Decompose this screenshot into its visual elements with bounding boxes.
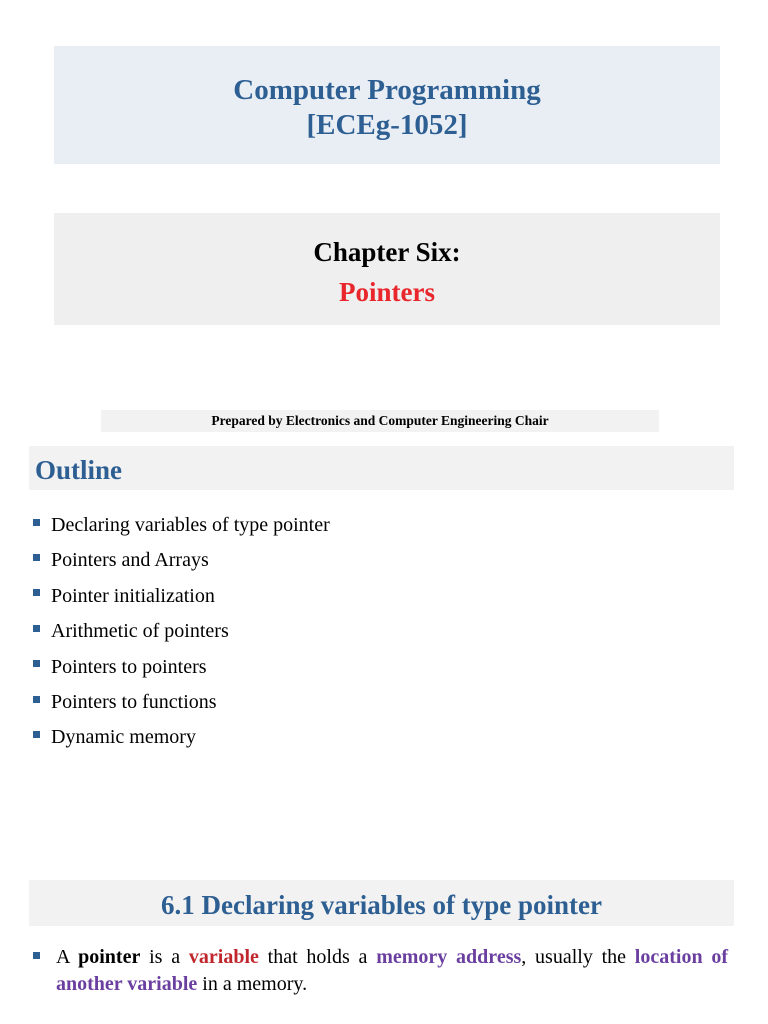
chapter-name: Pointers (339, 277, 435, 307)
outline-item (33, 543, 330, 578)
outline-item (33, 650, 330, 685)
course-code: [ECEg-1052] (306, 109, 468, 141)
text-run: A (56, 946, 79, 968)
keyword-location: location of another variable (56, 946, 729, 995)
outline-heading: Outline (29, 446, 734, 490)
square-bullet-icon (33, 625, 40, 632)
keyword-memory-address: memory address (376, 946, 522, 968)
outline-item (33, 508, 330, 543)
keyword-variable: variable (188, 946, 259, 968)
text-run: is a (140, 946, 189, 968)
course-title-box (54, 46, 720, 164)
outline-item-label: Dynamic memory (51, 726, 196, 749)
definition-paragraph (33, 944, 728, 998)
square-bullet-icon (33, 589, 40, 596)
outline-item (33, 685, 330, 720)
chapter-label: Chapter Six: (313, 237, 461, 267)
outline-list (33, 508, 330, 756)
square-bullet-icon (33, 660, 40, 667)
outline-item-label: Pointers and Arrays (51, 549, 209, 572)
outline-item-label: Declaring variables of type pointer (51, 514, 330, 536)
prepared-by-banner: Prepared by Electronics and Computer Engineering Chair (101, 410, 659, 432)
text-run: in a memory. (197, 973, 308, 995)
text-run: , usually the (521, 946, 635, 968)
square-bullet-icon (33, 952, 40, 959)
text-run: that holds a (258, 946, 377, 968)
outline-item-label: Pointers to functions (51, 690, 217, 713)
square-bullet-icon (33, 519, 40, 526)
outline-item (33, 720, 330, 755)
section-heading: 6.1 Declaring variables of type pointer (29, 880, 734, 926)
square-bullet-icon (33, 731, 40, 738)
outline-item (33, 579, 330, 614)
keyword-pointer: pointer (78, 946, 141, 968)
definition-text (56, 944, 728, 998)
outline-item-label: Pointer initialization (51, 584, 215, 607)
outline-item (33, 614, 330, 649)
square-bullet-icon (33, 554, 40, 561)
outline-item-label: Pointers to pointers (51, 655, 207, 678)
square-bullet-icon (33, 696, 40, 703)
outline-item-label: Arithmetic of pointers (51, 620, 229, 643)
chapter-box (54, 213, 720, 325)
course-title: Computer Programming (233, 74, 541, 106)
